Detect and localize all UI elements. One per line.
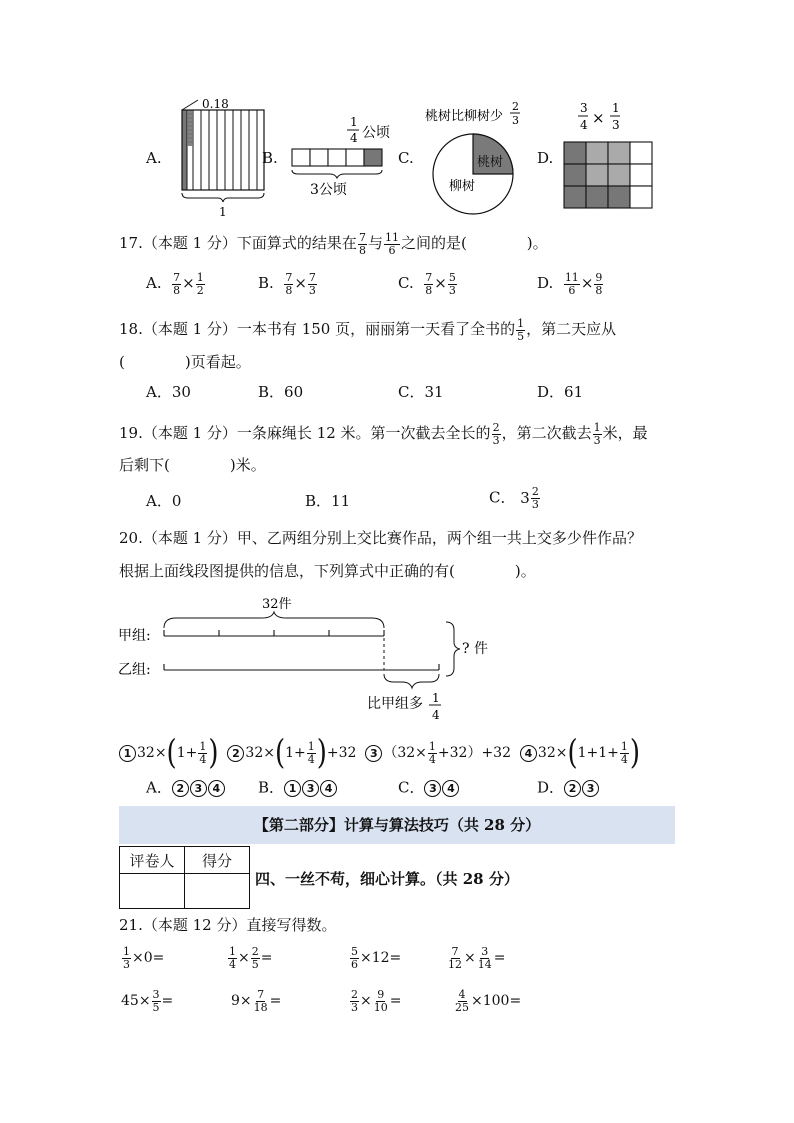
section-header-bar <box>119 806 675 844</box>
svg-text:4: 4 <box>580 118 588 132</box>
bar-top-unit: 公顷 <box>362 125 390 141</box>
grid-value-label: 0.18 <box>202 97 229 111</box>
svg-text:4: 4 <box>432 708 440 722</box>
calc-item[interactable]: $\frac{7}{12}$ × $\frac{3}{14}$ = <box>448 945 506 971</box>
area-bar-figure <box>290 114 400 204</box>
calc-item[interactable]: $\frac{2}{3}$ × $\frac{9}{10}$ = <box>351 988 402 1014</box>
decimal-grid-figure <box>178 96 270 220</box>
grader-col-reviewer: 评卷人 <box>120 847 185 874</box>
grid-total-label: 1 <box>219 205 227 219</box>
expr-4: 4 32×(1+1+ $\frac{1}{4}$ ) <box>520 745 640 761</box>
pie-title: 桃树比柳树少 <box>425 109 504 124</box>
grader-score-cell[interactable] <box>185 874 250 909</box>
svg-text:3: 3 <box>580 101 588 115</box>
option-label: C. <box>398 149 414 167</box>
q18-option-b[interactable]: B．60 <box>258 383 304 401</box>
diagram-row1-label: 甲组: <box>118 628 151 644</box>
q20-option-c[interactable]: C． 3 4 <box>398 780 460 797</box>
q17-option-b[interactable]: B. $\frac{7}{8}$ × $\frac{7}{3}$ <box>258 271 316 297</box>
svg-text:3: 3 <box>612 118 620 132</box>
pie-slice-label: 桃树 <box>477 155 504 170</box>
diagram-top-label: 32件 <box>262 597 292 612</box>
svg-text:×: × <box>592 109 605 127</box>
q20-stem-line1: 20.（本题 1 分）甲、乙两组分别上交比赛作品，两个组一共上交多少件作品？ <box>119 529 642 547</box>
q20-stem-line2: 根据上面线段图提供的信息，下列算式中正确的有( )。 <box>119 562 536 580</box>
expr-3: 3 （32× $\frac{1}{4}$ +32）+32 <box>365 745 511 761</box>
q19-option-a[interactable]: A．0 <box>146 492 182 510</box>
q18-option-c[interactable]: C．31 <box>398 383 444 401</box>
calc-item[interactable]: $\frac{1}{3}$ ×0= <box>123 945 165 971</box>
product-grid-figure <box>562 100 656 212</box>
bar-top-num: 1 <box>350 115 358 129</box>
calc-item[interactable]: $\frac{4}{25}$ ×100= <box>455 988 522 1014</box>
option-label: B. <box>262 149 278 167</box>
part4-title: 四、一丝不苟，细心计算。（共 28 分） <box>255 870 519 888</box>
q20-option-a[interactable]: A． 2 3 4 <box>146 780 226 797</box>
grader-reviewer-cell[interactable] <box>120 874 185 909</box>
expr-1: 1 32×(1+ $\frac{1}{4}$ ) <box>119 745 219 761</box>
calc-item[interactable]: 9× $\frac{7}{18}$ = <box>231 988 282 1014</box>
diagram-row2-label: 乙组: <box>118 662 151 678</box>
q17-option-c[interactable]: C. $\frac{7}{8}$ × $\frac{5}{3}$ <box>398 271 456 297</box>
grader-table <box>119 846 250 909</box>
q19-stem-line1: 19.（本题 1 分）一条麻绳长 12 米。第一次截去全长的 $\frac{2}{3}$ ，第二次截去 $\frac{1}{3}$ 米，最 <box>119 421 648 447</box>
q18-option-a[interactable]: A．30 <box>146 383 191 401</box>
q18-stem-line1: 18.（本题 1 分）一本书有 150 页，丽丽第一天看了全书的 $\frac{1}{5}$ ，第二天应从 <box>119 317 617 343</box>
pie-figure <box>425 98 535 216</box>
q20-option-b[interactable]: B． 1 3 4 <box>258 780 338 797</box>
segment-diagram <box>112 592 512 732</box>
q19-option-c[interactable]: C． 3 2 3 <box>489 485 539 511</box>
q18-stem-line2: ( )页看起。 <box>119 353 251 371</box>
pie-rest-label: 柳树 <box>449 179 476 194</box>
option-label: D. <box>537 149 554 167</box>
calc-item[interactable]: $\frac{5}{6}$ ×12= <box>351 945 402 971</box>
bar-top-den: 4 <box>350 131 358 145</box>
svg-text:1: 1 <box>612 101 620 115</box>
q17-option-a[interactable]: A. $\frac{7}{8}$ × $\frac{1}{2}$ <box>146 271 204 297</box>
calc-item[interactable]: 45× $\frac{3}{5}$ = <box>121 988 174 1014</box>
q19-stem-line2: 后剩下( )米。 <box>119 456 266 474</box>
q20-option-d[interactable]: D． 2 3 <box>537 780 600 797</box>
pie-title-den: 3 <box>512 114 519 127</box>
pie-title-num: 2 <box>512 100 519 113</box>
bar-bottom-label: 3公顷 <box>310 182 347 198</box>
q19-option-b[interactable]: B．11 <box>305 492 351 510</box>
option-label: A. <box>146 149 162 167</box>
grader-col-score: 得分 <box>185 847 250 874</box>
section-title: 【第二部分】计算与算法技巧（共 28 分） <box>253 816 541 834</box>
svg-text:1: 1 <box>432 691 440 705</box>
q17-option-d[interactable]: D. $\frac{11}{6}$ × $\frac{9}{8}$ <box>537 271 603 297</box>
calc-item[interactable]: $\frac{1}{4}$ × $\frac{2}{5}$ = <box>229 945 273 971</box>
q17-stem: 17.（本题 1 分）下面算式的结果在 $\frac{7}{8}$ 与 $\frac{11}{6}$ 之间的是( )。 <box>119 231 548 257</box>
q21-intro: 21.（本题 12 分）直接写得数。 <box>119 916 337 934</box>
diagram-right-label: ? 件 <box>462 641 488 657</box>
expr-2: 2 32×(1+ $\frac{1}{4}$ )+32 <box>227 745 356 761</box>
q20-expressions <box>119 733 641 773</box>
q18-option-d[interactable]: D．61 <box>537 383 584 401</box>
diagram-more-label: 比甲组多 <box>367 696 423 712</box>
